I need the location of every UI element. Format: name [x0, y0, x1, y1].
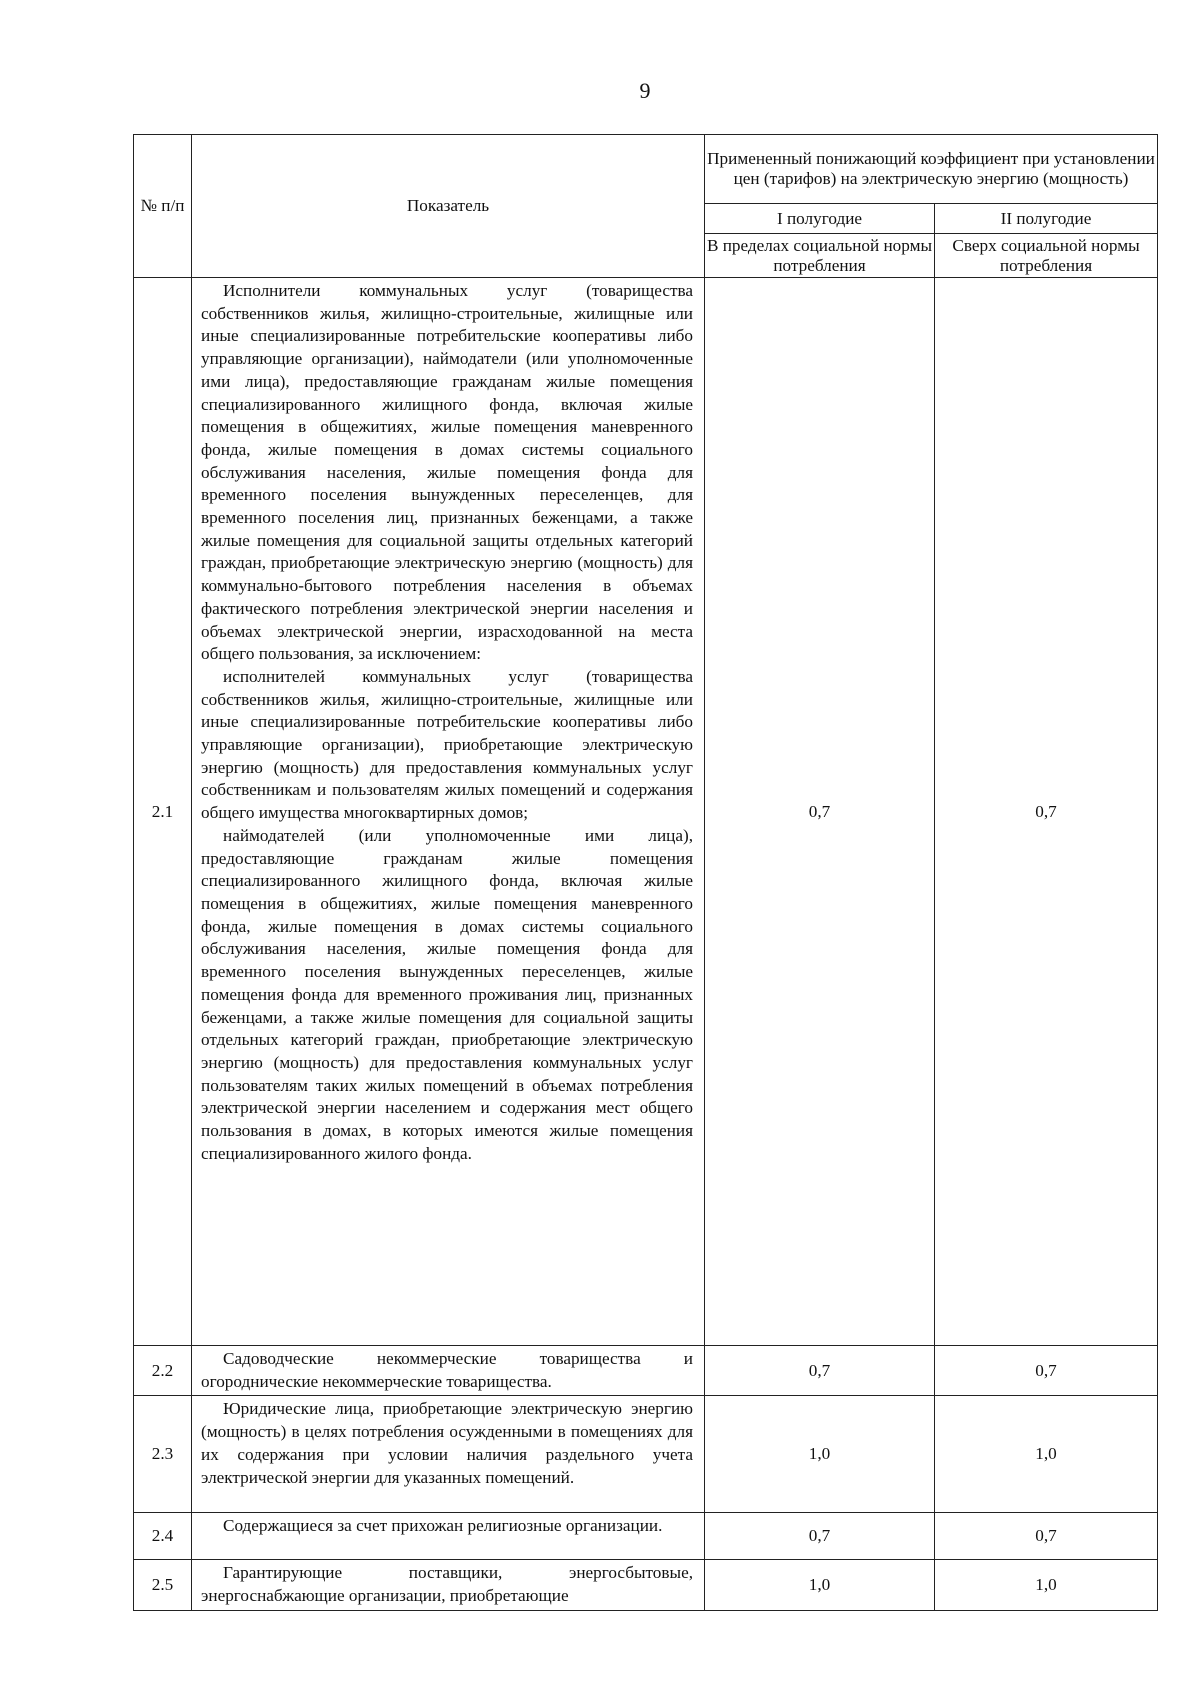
header-half2: II полугодие: [935, 204, 1158, 234]
table-row: [134, 1513, 1158, 1560]
row-value-half1: 0,7: [705, 1513, 935, 1560]
row-indicator: [192, 278, 705, 1346]
row-paragraph: Исполнители коммунальных услуг (товарищества собственников жилья, жилищно-строительные, жилищные или иные специализированные потребительские кооперативы либо управляющие организации), наймодатели (или уполномоченные ими лица), предоставляющие гражданам жилые помещения специализированного жилищного фонда, включая жилые помещения в общежитиях, жилые помещения маневренного фонда, жилые помещения в домах системы социального обслуживания населения, жилые помещения фонда для временного поселения вынужденных переселенцев, для временного поселения лиц, признанных беженцами, а также жилые помещения для социальной защиты отдельных категорий граждан, приобретающие электрическую энергию (мощность) для коммунально-бытового потребления населения в объемах фактического потребления электрической энергии населения и объемах электрической энергии, израсходованной на места общего пользования, за исключением:: [201, 281, 693, 664]
row-value-half1: 1,0: [705, 1560, 935, 1610]
row-paragraph: Садоводческие некоммерческие товарищества и огороднические некоммерческие товарищества.: [201, 1349, 693, 1391]
row-number: 2.5: [134, 1560, 192, 1610]
row-indicator: [192, 1346, 705, 1396]
row-value-half1: 0,7: [705, 1346, 935, 1396]
coefficient-table: [133, 134, 1158, 1611]
row-indicator: [192, 1513, 705, 1560]
row-value-half1: 1,0: [705, 1396, 935, 1513]
row-number: 2.4: [134, 1513, 192, 1560]
row-indicator: [192, 1396, 705, 1513]
row-value-half1: 0,7: [705, 278, 935, 1346]
row-number: 2.3: [134, 1396, 192, 1513]
row-value-half2: 1,0: [935, 1396, 1158, 1513]
table-row: [134, 278, 1158, 1346]
row-value-half2: 1,0: [935, 1560, 1158, 1610]
header-half1: I полугодие: [705, 204, 935, 234]
row-number: 2.2: [134, 1346, 192, 1396]
header-indicator: Показатель: [192, 135, 705, 278]
header-half2-sub: Сверх социальной нормы потребления: [935, 234, 1158, 278]
header-number: № п/п: [134, 135, 192, 278]
row-value-half2: 0,7: [935, 1513, 1158, 1560]
row-number: 2.1: [134, 278, 192, 1346]
page-number: 9: [639, 78, 651, 103]
header-half1-sub: В пределах социальной нормы потребления: [705, 234, 935, 278]
header-coefficient-group: Примененный понижающий коэффициент при установлении цен (тарифов) на электрическую энергию (мощность): [705, 135, 1158, 204]
row-value-half2: 0,7: [935, 1346, 1158, 1396]
row-paragraph: исполнителей коммунальных услуг (товарищества собственников жилья, жилищно-строительные, жилищные или иные специализированные потребительские кооперативы либо управляющие организации), приобретающие электрическую энергию (мощность) для предоставления коммунальных услуг собственникам и пользователям жилых помещений и содержания общего имущества многоквартирных домов;: [201, 666, 693, 823]
table-row: [134, 1560, 1158, 1610]
table-row: [134, 1346, 1158, 1396]
row-paragraph: Юридические лица, приобретающие электрическую энергию (мощность) в целях потребления осужденными в помещениях для их содержания при условии наличия раздельного учета электрической энергии для указанных помещений.: [201, 1399, 693, 1487]
row-indicator: [192, 1560, 705, 1610]
row-paragraph: Гарантирующие поставщики, энергосбытовые, энергоснабжающие организации, приобретающие: [201, 1563, 693, 1606]
table-row: [134, 1396, 1158, 1513]
row-paragraph: наймодателей (или уполномоченные ими лица), предоставляющие гражданам жилые помещения специализированного жилищного фонда, включая жилые помещения в общежитиях, жилые помещения маневренного фонда, жилые помещения в домах системы социального обслуживания населения, жилые помещения фонда для временного поселения вынужденных переселенцев, жилые помещения фонда для временного проживания лиц, признанных беженцами, а также жилые помещения для социальной защиты отдельных категорий граждан, приобретающие электрическую энергию (мощность) для предоставления коммунальных услуг пользователям таких жилых помещений в объемах потребления электрической энергии населением и содержания мест общего пользования в домах, в которых имеются жилые помещения специализированного жилого фонда.: [201, 825, 693, 1163]
row-value-half2: 0,7: [935, 278, 1158, 1346]
row-paragraph: Содержащиеся за счет прихожан религиозные организации.: [223, 1516, 663, 1536]
